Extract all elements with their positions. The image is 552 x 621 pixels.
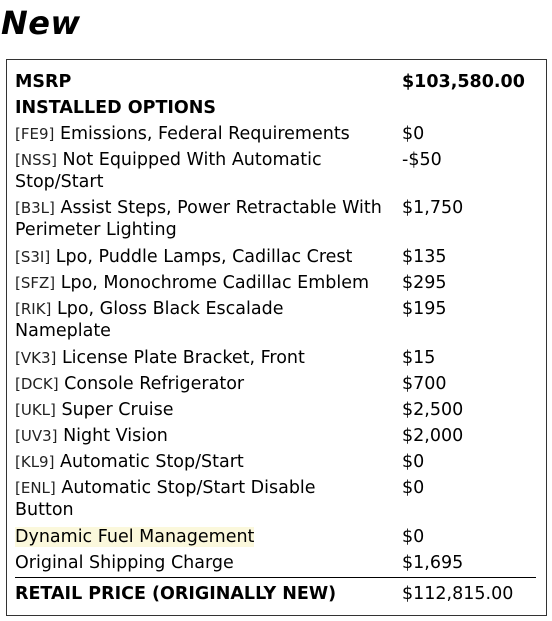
option-name: Automatic Stop/Start — [60, 452, 244, 472]
option-name: Lpo, Monochrome Cadillac Emblem — [60, 273, 370, 293]
option-code: [ENL] — [15, 479, 56, 497]
option-price: $195 — [402, 299, 447, 319]
option-name: Not Equipped With Automatic Stop/Start — [15, 150, 322, 192]
option-name: Night Vision — [63, 426, 168, 446]
shipping-charge-label: Original Shipping Charge — [15, 553, 234, 573]
option-name: Lpo, Gloss Black Escalade Nameplate — [15, 299, 284, 341]
option-name: Automatic Stop/Start Disable Button — [15, 478, 316, 520]
option-code: [DCK] — [15, 375, 59, 393]
page-heading: New — [1, 4, 81, 42]
retail-price-label: RETAIL PRICE (ORIGINALLY NEW) — [15, 584, 337, 604]
msrp-value: $103,580.00 — [402, 72, 525, 92]
option-code: [RIK] — [15, 300, 52, 318]
option-code: [S3I] — [15, 248, 51, 266]
option-code: [NSS] — [15, 151, 57, 169]
option-price: $15 — [402, 348, 436, 368]
option-price: $0 — [402, 527, 425, 547]
option-name: Assist Steps, Power Retractable With Perimeter Lighting — [15, 198, 382, 240]
option-name: License Plate Bracket, Front — [61, 348, 305, 368]
option-code: [UKL] — [15, 401, 56, 419]
retail-price-value: $112,815.00 — [402, 584, 514, 604]
option-price: $135 — [402, 247, 447, 267]
total-divider — [15, 577, 536, 578]
shipping-charge-value: $1,695 — [402, 553, 464, 573]
option-name: Dynamic Fuel Management — [15, 527, 255, 547]
option-price: $2,500 — [402, 400, 464, 420]
window-sticker: MSRP $103,580.00 INSTALLED OPTIONS [FE9] Emissions, Federal Requirements $0 [NSS] Not Equipped With Automatic Stop/Start -$50 [B3L] Assist Steps, Power Retractable With Perimeter Lighting $1,750 [S3I] Lpo, Puddle Lamps, Cadillac Crest $135 [SFZ] Lpo, Monochrome Cadillac Emblem $295 [RIK] Lpo, Gloss Black Escalade Nameplate $195 [VK3] License Plate Bracket, Front $15 [DCK] Console Refrigerator $700 [UKL] Super Cruise $2,500 [UV3] Night Vision $2,000 [KL9] Automatic Stop/Start $0 [ENL] Automatic Stop/Start Disable Button $0 Dynamic Fuel Management $0 Original Shipping Charge $1,695 RETAIL PRICE (ORIGINALLY NEW) $112,815.00 — [6, 59, 547, 616]
option-name: Console Refrigerator — [64, 374, 245, 394]
option-price: $700 — [402, 374, 447, 394]
option-price: $1,750 — [402, 198, 464, 218]
option-price: $0 — [402, 478, 425, 498]
option-code: [KL9] — [15, 453, 55, 471]
option-price: $295 — [402, 273, 447, 293]
option-price: $0 — [402, 452, 425, 472]
option-name: Emissions, Federal Requirements — [59, 124, 350, 144]
option-price: $2,000 — [402, 426, 464, 446]
option-code: [VK3] — [15, 349, 57, 367]
option-code: [UV3] — [15, 427, 58, 445]
option-name: Lpo, Puddle Lamps, Cadillac Crest — [55, 247, 353, 267]
option-code: [SFZ] — [15, 274, 56, 292]
option-price: -$50 — [402, 150, 442, 170]
option-name: Super Cruise — [61, 400, 174, 420]
msrp-label: MSRP — [15, 72, 72, 92]
option-code: [FE9] — [15, 125, 55, 143]
option-code: [B3L] — [15, 199, 55, 217]
option-price: $0 — [402, 124, 425, 144]
